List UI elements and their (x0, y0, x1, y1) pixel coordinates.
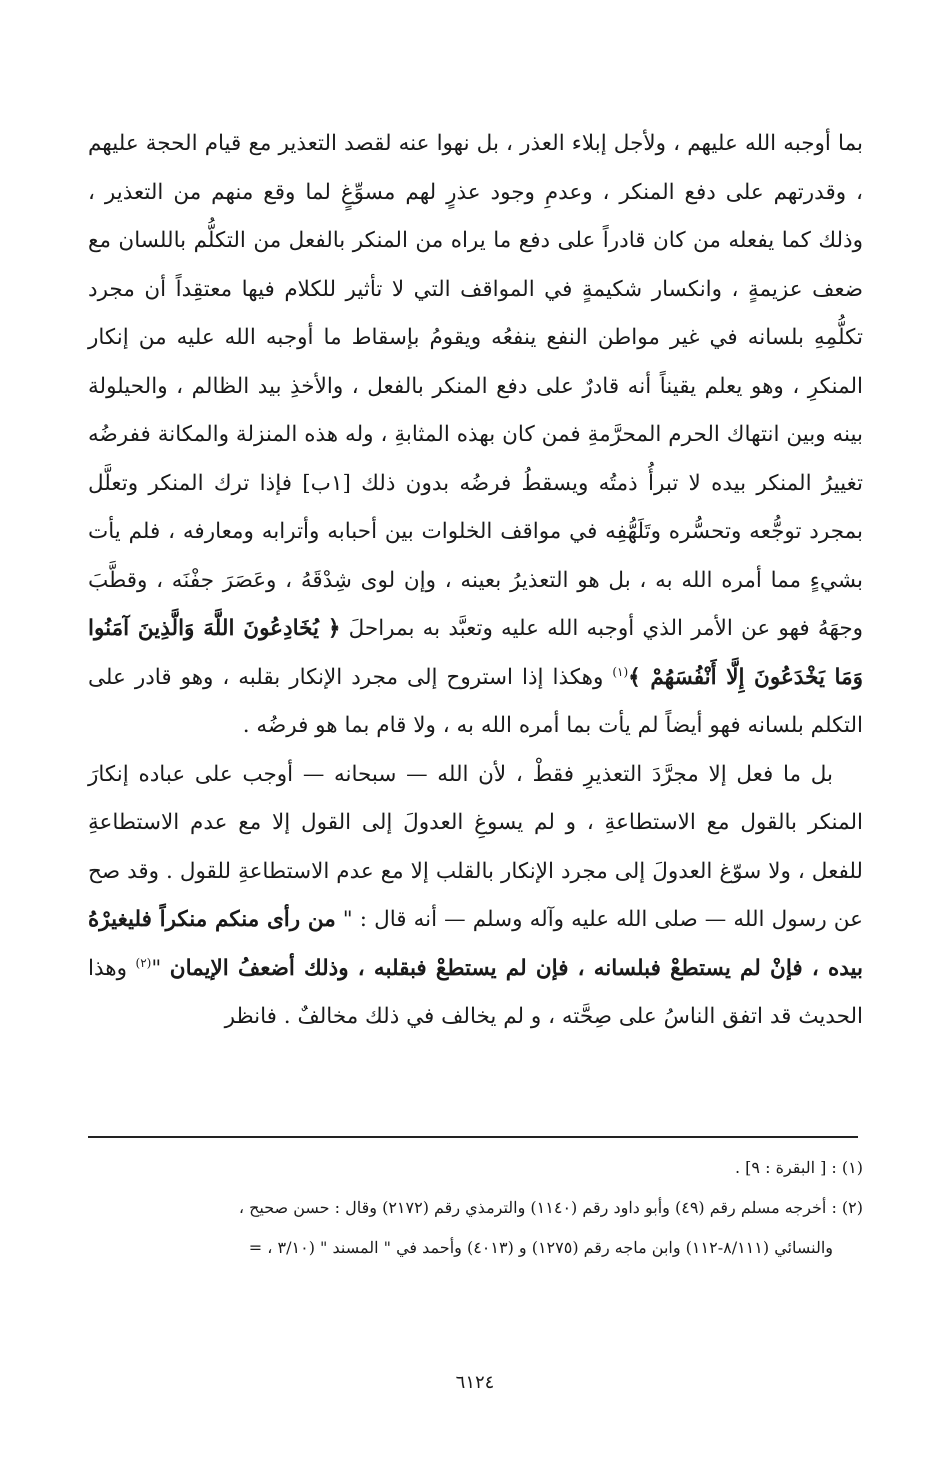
footnote-2: (٢) : أخرجه مسلم رقم (٤٩) وأبو داود رقم (١١٤٠) والترمذي رقم (٢١٧٢) وقال : حسن صحيح ، (238, 1198, 863, 1217)
footnote-2-continued: والنسائي (٨/١١١-١١٢) وابن ماجه رقم (١٢٧٥) و (٤٠١٣) وأحمد في " المسند " (٣/١٠ ، = (248, 1238, 833, 1257)
footnote-ref-1[interactable]: (١) (612, 664, 629, 679)
p2-text-a: بل ما فعل إلا مجرَّدَ التعذيرِ فقطْ ، لأن الله — سبحانه — أوجب على عباده إنكارَ المنكر بالقول مع الاستطاعةِ ، و لم يسوغِ العدولَ إلى القول إلا مع عدم الاستطاعةِ للفعل ، ولا سوّغ العدولَ إلى مجرد الإنكار بالقلب إلا مع عدم الاستطاعةِ للقول . وقد صح عن رسول الله — صلى الله عليه وآله وسلم — أنه قال : " (88, 761, 863, 932)
paragraph-1 (88, 120, 863, 751)
page-number: ٦١٢٤ (455, 1372, 495, 1393)
footnote-divider (88, 1136, 858, 1138)
main-text (88, 120, 863, 1042)
page-body (88, 120, 863, 1042)
paragraph-2 (88, 751, 863, 1042)
quran-verse: ﴿ يُخَادِعُونَ اللَّهَ وَالَّذِينَ آمَنُوا وَمَا يَخْدَعُونَ إِلَّا أَنْفُسَهُمْ ﴾ (88, 616, 863, 690)
hadith-quote: من رأى منكم منكراً فليغيرْهُ بيده ، فإنْ لم يستطعْ فبلسانه ، فإن لم يستطعْ فبقلبه ، وذلك أضعفُ الإيمان (88, 907, 863, 981)
p2-quote-close: " (151, 955, 170, 981)
footnote-ref-2[interactable]: (٢) (135, 955, 152, 970)
footnotes (88, 1148, 863, 1268)
p1-text-a: بما أوجبه الله عليهم ، ولأجل إبلاء العذر ، بل نهوا عنه لقصد التعذير مع قيام الحجة عليهم ، وقدرتهم على دفع المنكر ، وعدمِ وجود عذرٍ لهم مسوِّغٍ لما وقع منهم من التعذير ، وذلك كما يفعله من كان قادراً على دفع ما يراه من المنكر بالفعل من التكلُّم باللسان مع ضعف عزيمةٍ ، وانكسار شكيمةٍ في المواقف التي لا تأثير للكلام فيها معتقِداً أن مجرد تكلُّمِهِ بلسانه في غير مواطن النفع ينفعُه ويقومُ بإسقاط ما أوجبه الله عليه من إنكار المنكرِ ، وهو يعلم يقيناً أنه قادرٌ على دفع المنكر بالفعل ، والأخذِ بيد الظالم ، والحيلولة بينه وبين انتهاك الحرم المحرَّمةِ فمن كان بهذه المثابةِ ، وله هذه المنزلة والمكانة ففرضُه تغييرُ المنكر بيده لا تبرأُ ذمتُه ويسقطُ فرضُه بدون ذلك [١ب] فإذا ترك المنكر وتعلَّل بمجرد توجُّعه وتحسُّره وتَلَهُّفِه في مواقف الخلوات بين أحبابه وأترابه ومعارفه ، فلم يأت بشيءٍ مما أمره الله به ، بل هو التعذيرُ بعينه ، وإن لوى شِدْقَهُ ، وعَصَرَ جفْنَه ، وقطَّبَ وجهَهُ فهو عن الأمر الذي أوجبه الله عليه وتعبَّد به بمراحلَ (88, 131, 863, 641)
p1-text-b: وهكذا إذا استروح إلى مجرد الإنكار بقلبه ، وهو قادر على التكلم بلسانه فهو أيضاً لم يأت بما أمره الله به ، ولا قام بما هو فرضُه . (88, 664, 863, 738)
footnote-1: (١) : [ البقرة : ٩] . (734, 1158, 863, 1177)
p2-text-b: وهذا الحديث قد اتفق الناسُ على صِحَّته ، و لم يخالف في ذلك مخالفٌ . فانظر (88, 955, 863, 1029)
